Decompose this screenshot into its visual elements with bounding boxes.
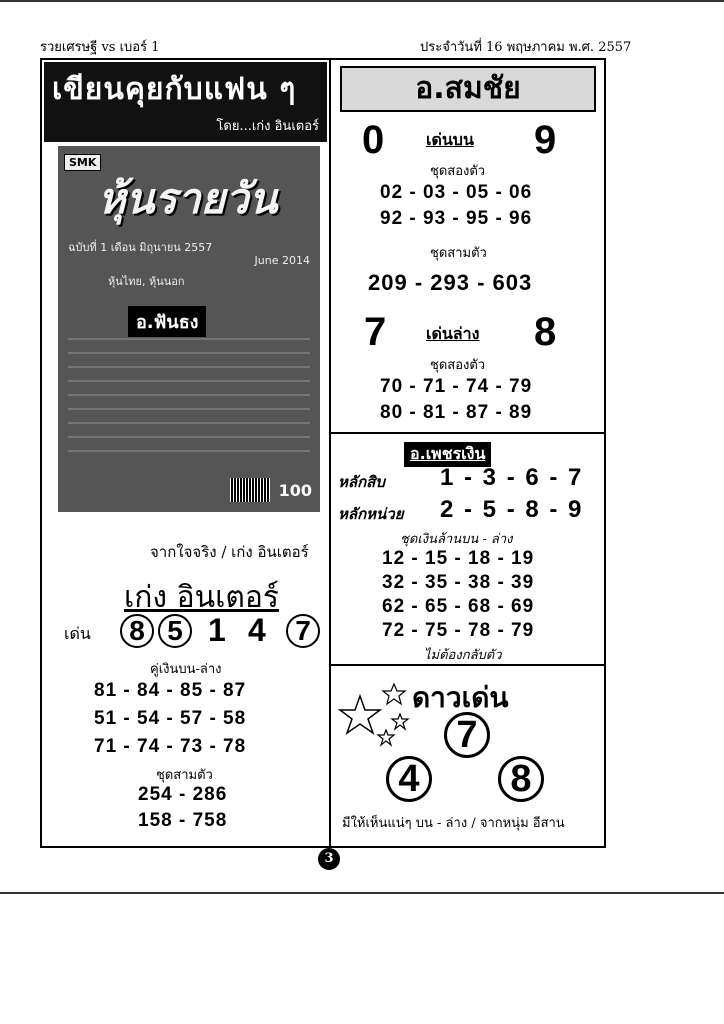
bottom-rule <box>0 892 724 894</box>
header-left: รวยเศรษฐี vs เบอร์ 1 <box>40 40 160 55</box>
money-heading: ชุดเงินล้านบน - ล่าง <box>400 532 513 547</box>
play-digit: 4 <box>248 612 266 648</box>
money-row: 72 - 75 - 78 - 79 <box>382 620 535 641</box>
money-note: ไม่ต้องกลับตัว <box>424 648 502 663</box>
top-play-label: เด่นบน <box>426 130 474 149</box>
star-digit-circled: 8 <box>498 756 544 802</box>
triple-row: 254 - 286 <box>138 784 228 805</box>
cover-text-block <box>68 338 310 458</box>
tens-digits: 1 - 3 - 6 - 7 <box>440 464 584 491</box>
tens-label: หลักสิบ <box>338 473 385 491</box>
cover-subtitle: หุ้นไทย, หุ้นนอก <box>108 275 185 288</box>
triple-heading: ชุดสามตัว <box>156 768 213 783</box>
section3-footer: มีให้เห็นแน่ๆ บน - ล่าง / จากหนุ่ม อีสาน <box>342 816 565 831</box>
section-divider-1 <box>331 432 606 434</box>
pair-row: 51 - 54 - 57 - 58 <box>94 708 247 729</box>
top-rule <box>0 0 724 2</box>
play-digit-circled: 5 <box>158 614 192 648</box>
money-row: 12 - 15 - 18 - 19 <box>382 548 535 569</box>
top-two-heading: ชุดสองตัว <box>430 164 486 179</box>
cover-price: 100 <box>278 481 312 500</box>
play-digit-circled: 7 <box>286 614 320 648</box>
cover-issue-en: June 2014 <box>254 254 310 267</box>
top-three-heading: ชุดสามตัว <box>430 246 487 261</box>
bottom-left-digit: 7 <box>364 310 387 354</box>
cover-title: หุ้นรายวัน <box>98 174 278 223</box>
section3-title: ดาวเด่น <box>412 681 509 714</box>
top-two-row: 92 - 93 - 95 - 96 <box>380 208 533 229</box>
triple-row: 158 - 758 <box>138 810 228 831</box>
star-digit-circled: 4 <box>386 756 432 802</box>
play-digit-circled: 8 <box>120 614 154 648</box>
bottom-two-row: 80 - 81 - 87 - 89 <box>380 402 533 423</box>
cover-author: อ.ฟันธง <box>128 306 206 337</box>
section2-title: อ.เพชรเงิน <box>404 442 491 467</box>
stars-icon <box>336 680 414 750</box>
right-banner-title: อ.สมชัย <box>340 66 596 112</box>
from-line: จากใจจริง / เก่ง อินเตอร์ <box>150 543 309 561</box>
money-row: 62 - 65 - 68 - 69 <box>382 596 535 617</box>
top-three-row: 209 - 293 - 603 <box>368 270 533 295</box>
magazine-cover-image <box>58 146 320 512</box>
cover-barcode <box>230 478 270 502</box>
money-row: 32 - 35 - 38 - 39 <box>382 572 535 593</box>
bottom-right-digit: 8 <box>534 310 557 354</box>
bottom-two-row: 70 - 71 - 74 - 79 <box>380 376 533 397</box>
play-digit: 1 <box>208 612 226 648</box>
left-banner <box>44 62 327 142</box>
bottom-play-label: เด่นล่าง <box>426 324 480 343</box>
top-two-row: 02 - 03 - 05 - 06 <box>380 182 533 203</box>
units-digits: 2 - 5 - 8 - 9 <box>440 496 584 523</box>
pair-row: 81 - 84 - 85 - 87 <box>94 680 247 701</box>
top-left-digit: 0 <box>362 118 385 162</box>
pair-heading: คู่เงินบน-ล่าง <box>150 662 222 677</box>
play-label: เด่น <box>64 624 91 643</box>
pair-row: 71 - 74 - 73 - 78 <box>94 736 247 757</box>
left-banner-title: เขียนคุยกับแฟน ๆ <box>52 72 297 107</box>
star-digit-circled: 7 <box>444 712 490 758</box>
page-number: 3 <box>318 848 340 870</box>
cover-logo: SMK <box>64 154 101 171</box>
cover-issue-line: ฉบับที่ 1 เดือน มิถุนายน 2557 <box>68 241 213 254</box>
units-label: หลักหน่วย <box>338 505 404 523</box>
top-right-digit: 9 <box>534 118 557 162</box>
bottom-two-heading: ชุดสองตัว <box>430 358 486 373</box>
column-divider <box>329 58 331 848</box>
author-name: เก่ง อินเตอร์ <box>124 580 279 615</box>
left-banner-byline: โดย...เก่ง อินเตอร์ <box>216 119 319 134</box>
header-right: ประจำวันที่ 16 พฤษภาคม พ.ศ. 2557 <box>420 40 632 55</box>
